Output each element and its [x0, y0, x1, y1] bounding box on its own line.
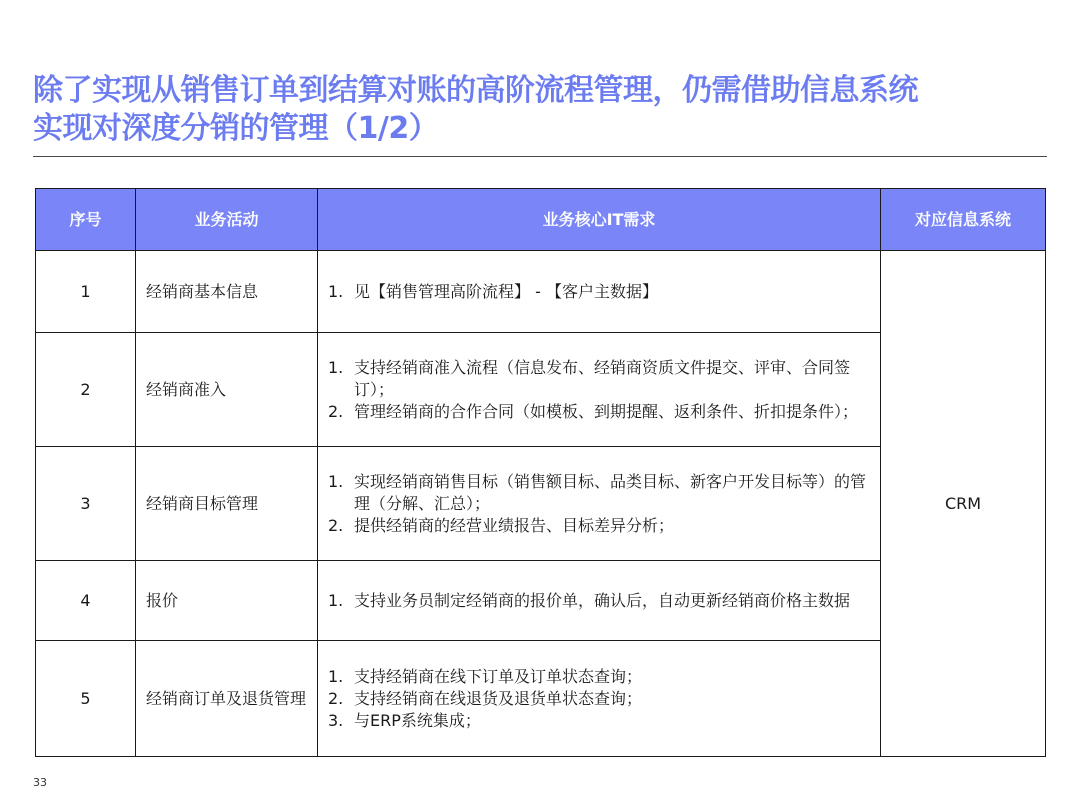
requirement-list	[328, 590, 866, 612]
row-requirements	[318, 251, 881, 333]
row-requirements	[318, 447, 881, 561]
row-activity: 经销商基本信息	[136, 251, 318, 333]
requirement-item	[328, 281, 866, 303]
requirement-item	[328, 357, 866, 401]
header-system: 对应信息系统	[881, 189, 1046, 251]
requirement-text: 管理经销商的合作合同（如模板、到期提醒、返利条件、折扣提条件）；	[354, 401, 859, 421]
requirement-text: 支持经销商在线退货及退货单状态查询；	[354, 688, 643, 708]
row-activity: 报价	[136, 561, 318, 641]
row-activity: 经销商准入	[136, 333, 318, 447]
system-cell: CRM	[881, 251, 1046, 757]
table-header-row	[36, 189, 1046, 251]
row-seq: 5	[36, 641, 136, 757]
requirement-item	[328, 515, 866, 537]
row-requirements	[318, 333, 881, 447]
requirement-text: 支持经销商准入流程（信息发布、经销商资质文件提交、评审、合同签订）；	[354, 357, 851, 399]
requirement-item	[328, 471, 866, 515]
requirement-item	[328, 688, 866, 710]
row-activity: 经销商目标管理	[136, 447, 318, 561]
requirement-list	[328, 471, 866, 537]
table-body	[36, 251, 1046, 757]
requirement-item	[328, 666, 866, 688]
table-row	[36, 251, 1046, 333]
requirement-text: 实现经销商销售目标（销售额目标、品类目标、新客户开发目标等）的管理（分解、汇总）；	[354, 471, 867, 513]
requirement-number: 1.	[328, 666, 344, 686]
requirement-number: 1.	[328, 471, 344, 491]
title-line-1: 除了实现从销售订单到结算对账的高阶流程管理，仍需借助信息系统	[33, 73, 918, 108]
requirement-item	[328, 590, 866, 612]
requirements-table	[35, 188, 1046, 757]
requirement-number: 2.	[328, 401, 344, 421]
title-line-2: 实现对深度分销的管理（1/2）	[33, 111, 439, 146]
requirement-number: 1.	[328, 590, 344, 610]
header-seq: 序号	[36, 189, 136, 251]
requirement-list	[328, 281, 866, 303]
requirement-text: 支持经销商在线下订单及订单状态查询；	[354, 666, 643, 686]
requirement-number: 3.	[328, 710, 344, 730]
row-seq: 4	[36, 561, 136, 641]
requirement-list	[328, 357, 866, 423]
requirement-text: 支持业务员制定经销商的报价单，确认后，自动更新经销商价格主数据	[354, 590, 851, 610]
requirement-number: 2.	[328, 688, 344, 708]
requirement-item	[328, 401, 866, 423]
requirement-number: 1.	[328, 281, 344, 301]
header-activity: 业务活动	[136, 189, 318, 251]
requirement-text: 提供经销商的经营业绩报告、目标差异分析；	[354, 515, 675, 535]
requirement-number: 1.	[328, 357, 344, 377]
header-requirement: 业务核心IT需求	[318, 189, 881, 251]
row-requirements	[318, 561, 881, 641]
title-divider	[33, 156, 1047, 157]
requirement-text: 见【销售管理高阶流程】 - 【客户主数据】	[354, 281, 658, 301]
page-title	[33, 72, 1043, 148]
row-activity: 经销商订单及退货管理	[136, 641, 318, 757]
row-seq: 1	[36, 251, 136, 333]
page-number: 33	[33, 776, 47, 789]
row-seq: 3	[36, 447, 136, 561]
requirement-text: 与ERP系统集成；	[354, 710, 481, 730]
row-requirements	[318, 641, 881, 757]
requirement-list	[328, 666, 866, 732]
requirement-item	[328, 710, 866, 732]
row-seq: 2	[36, 333, 136, 447]
requirement-number: 2.	[328, 515, 344, 535]
